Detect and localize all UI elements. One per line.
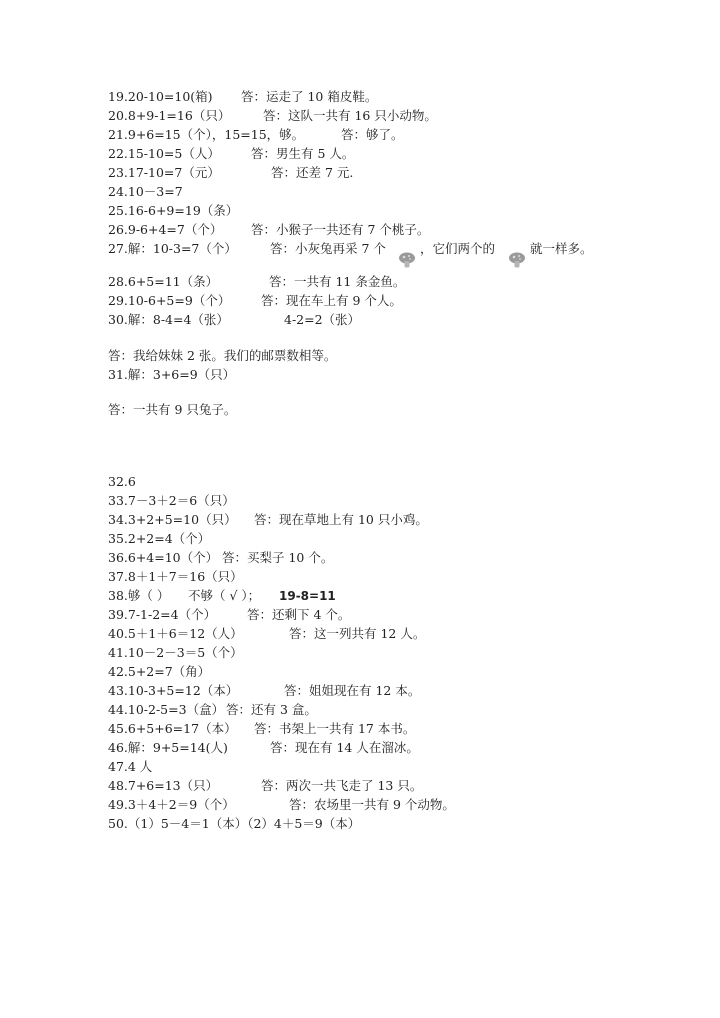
equation: 44.10-2-5=3（盒） <box>108 702 225 717</box>
equation: 26.9-6+4=7（个） <box>108 222 223 237</box>
equation: 25.16-6+9=19（条） <box>108 203 239 218</box>
equation: 40.5＋1＋6＝12（人） <box>108 626 243 641</box>
answer-text: 答：这队一共有 16 只小动物。 <box>263 108 437 123</box>
equation: 20.8+9-1=16（只） <box>108 108 231 123</box>
answer-text: 答：两次一共飞走了 13 只。 <box>261 778 423 793</box>
answer-text: 答：一共有 11 条金鱼。 <box>269 274 406 289</box>
equation: 39.7-1-2=4（个） <box>108 607 217 622</box>
answer-text: 答：我给妹妹 2 张。我们的邮票数相等。 <box>108 348 337 363</box>
equation: 22.15-10=5（人） <box>108 146 220 161</box>
equation: 33.7－3＋2＝6（只） <box>108 493 235 508</box>
equation: 34.3+2+5=10（只） <box>108 512 237 527</box>
answer-text: 答：还有 3 盒。 <box>226 702 317 717</box>
equation: 42.5+2=7（角） <box>108 664 211 679</box>
equation-2: 4-2=2（张） <box>284 312 361 327</box>
answer-text: 答：还差 7 元. <box>271 165 354 180</box>
answer-text: 答：小猴子一共还有 7 个桃子。 <box>251 222 430 237</box>
answer-text: 答：一共有 9 只兔子。 <box>108 402 237 417</box>
equation: 31.解：3+6=9（只） <box>108 367 236 382</box>
calculation: 19-8=11 <box>279 589 336 603</box>
equation: 28.6+5=11（条） <box>108 274 219 289</box>
equation: 27.解：10-3=7（个） <box>108 241 237 256</box>
equation: 29.10-6+5=9（个） <box>108 293 231 308</box>
equation: 38.够（ ） <box>108 588 170 603</box>
answer-text-part3: 就一样多。 <box>530 241 593 256</box>
answer-text: 答：现在草地上有 10 只小鸡。 <box>254 512 428 527</box>
choice-text: 不够（ √ ）； <box>188 588 261 603</box>
equation: 24.10－3=7 <box>108 184 183 199</box>
equation: 45.6+5+6=17（本） <box>108 721 237 736</box>
equation: 35.2+2=4（个） <box>108 531 211 546</box>
equation: 41.10－2－3＝5（个） <box>108 645 243 660</box>
mushroom-icon <box>508 251 526 269</box>
equation: 36.6+4=10（个） <box>108 550 219 565</box>
mushroom-icon <box>398 251 416 269</box>
equation: 37.8＋1＋7＝16（只） <box>108 569 243 584</box>
answer-text: 答：男生有 5 人。 <box>251 146 355 161</box>
answer-text: 答：这一列共有 12 人。 <box>289 626 426 641</box>
equation: 21.9+6=15（个），15=15，够。 <box>108 127 305 142</box>
answer-text: 答：现在车上有 9 个人。 <box>261 293 402 308</box>
answer-text: 答：书架上一共有 17 本书。 <box>254 721 416 736</box>
answer-text: 答：够了。 <box>341 127 404 142</box>
answer-text: 答：农场里一共有 9 个动物。 <box>289 797 455 812</box>
equation: 46.解：9+5=14(人) <box>108 740 228 755</box>
answer-text-part2: ，它们两个的 <box>420 241 496 256</box>
answer-text-part1: 答：小灰兔再采 7 个 <box>270 241 386 256</box>
equation: 50.（1）5－4＝1（本）（2）4＋5＝9（本） <box>108 816 361 831</box>
equation: 47.4 人 <box>108 759 153 774</box>
answer-text: 答：运走了 10 箱皮鞋。 <box>241 89 378 104</box>
equation: 43.10-3+5=12（本） <box>108 683 239 698</box>
equation: 49.3＋4＋2＝9（个） <box>108 797 235 812</box>
answer-text: 答：姐姐现在有 12 本。 <box>284 683 421 698</box>
answer-text: 答：还剩下 4 个。 <box>247 607 351 622</box>
answer-text: 答：现在有 14 人在溜冰。 <box>270 740 419 755</box>
equation: 23.17-10=7（元） <box>108 165 220 180</box>
equation: 30.解：8-4=4（张） <box>108 312 229 327</box>
answer-text: 答：买梨子 10 个。 <box>222 550 334 565</box>
equation: 19.20-10=10(箱) <box>108 89 213 104</box>
equation: 48.7+6=13（只） <box>108 778 219 793</box>
equation: 32.6 <box>108 474 136 489</box>
